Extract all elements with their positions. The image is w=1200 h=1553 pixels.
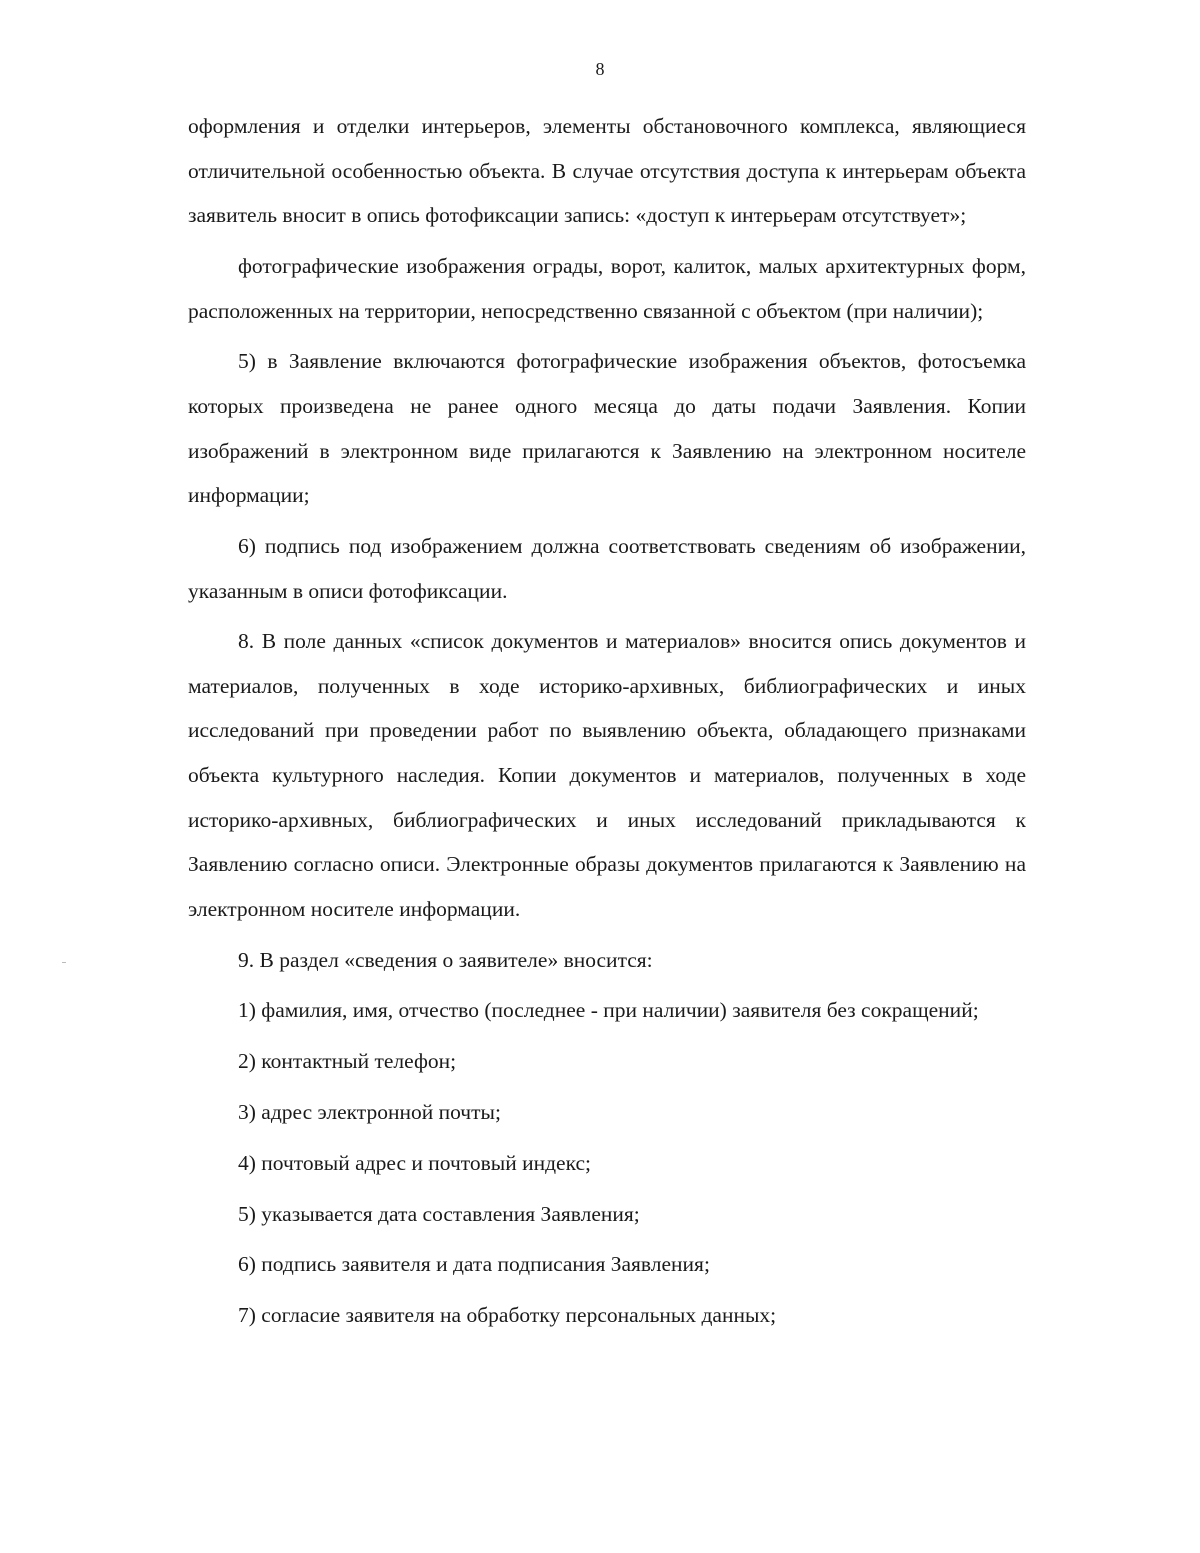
paragraph-fence-images: фотографические изображения ограды, ворот, калиток, малых архитектурных форм, расположенных на территории, непосредственно связанной с объектом (при наличии); [188, 253, 1026, 323]
list-item-signature: 6) подпись заявителя и дата подписания Заявления; [238, 1252, 710, 1277]
paragraph-item-5-photos: 5) в Заявление включаются фотографические изображения объектов, фотосъемка которых произведена не ранее одного месяца до даты подачи Заявления. Копии изображений в электронном виде прилагаются к Заявлению на электронном носителе информации; [188, 349, 1026, 508]
list-item-date: 5) указывается дата составления Заявления; [238, 1201, 640, 1226]
scan-artifact [62, 962, 66, 963]
paragraph-item-6-caption: 6) подпись под изображением должна соответствовать сведениям об изображении, указанным в описи фотофиксации. [188, 533, 1026, 603]
page-number: 8 [595, 59, 605, 79]
paragraph-section-8: 8. В поле данных «список документов и материалов» вносится опись документов и материалов, полученных в ходе историко-архивных, библиографических и иных исследований при проведении работ по выявлению объекта, обладающего признаками объекта культурного наследия. Копии документов и материалов, полученных в ходе историко-архивных, библиографических и иных исследований прикладываются к Заявлению согласно описи. Электронные образы документов прилагаются к Заявлению на электронном носителе информации. [188, 629, 1026, 921]
paragraph-interiors: оформления и отделки интерьеров, элементы обстановочного комплекса, являющиеся отличительной особенностью объекта. В случае отсутствия доступа к интерьерам объекта заявитель вносит в опись фотофиксации запись: «доступ к интерьерам отсутствует»; [188, 114, 1026, 228]
paragraph-section-9: 9. В раздел «сведения о заявителе» вносится: [238, 947, 653, 972]
list-item-email: 3) адрес электронной почты; [238, 1099, 501, 1124]
list-item-postal-address: 4) почтовый адрес и почтовый индекс; [238, 1150, 592, 1175]
document-body [188, 104, 1026, 1344]
list-item-full-name: 1) фамилия, имя, отчество (последнее - при наличии) заявителя без сокращений; [238, 998, 979, 1023]
list-item-phone: 2) контактный телефон; [238, 1049, 457, 1074]
list-item-consent: 7) согласие заявителя на обработку персональных данных; [238, 1303, 777, 1328]
